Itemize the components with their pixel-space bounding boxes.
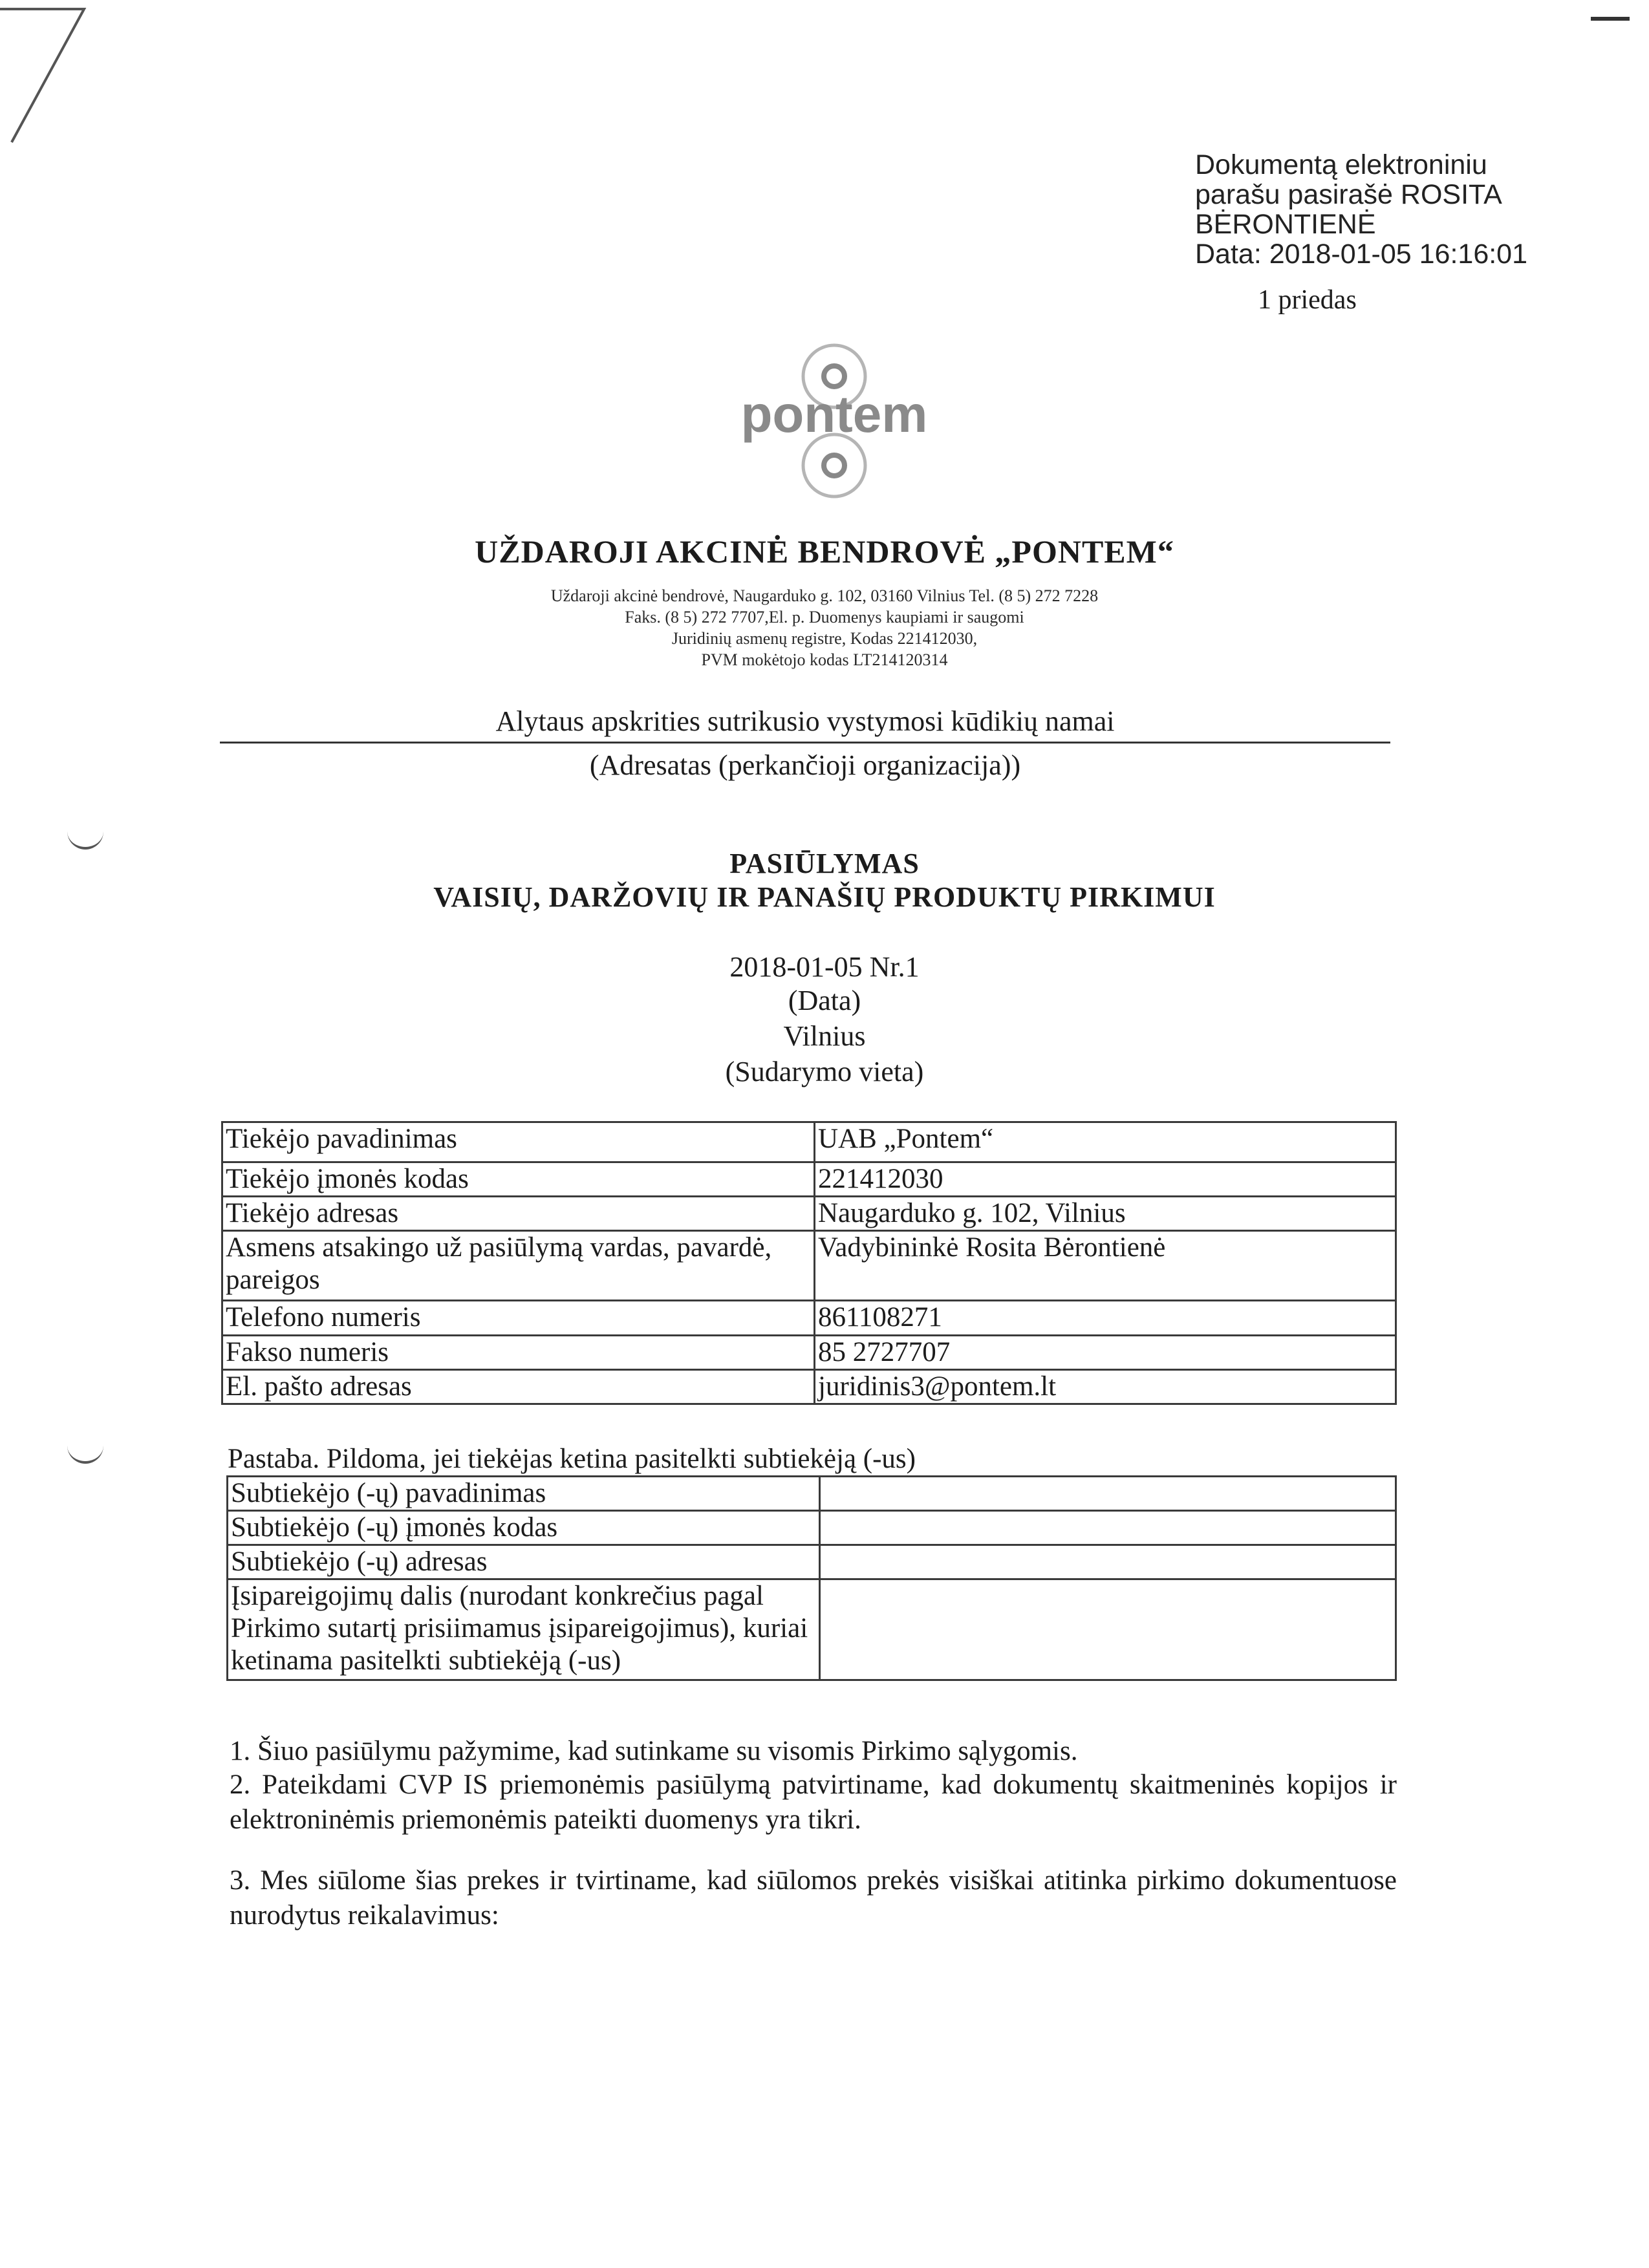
subcontractor-table (226, 1475, 1397, 1681)
table-row (222, 1301, 1396, 1336)
table-row (228, 1579, 1396, 1680)
table-row (228, 1511, 1396, 1545)
row-label: Subtiekėjo (-ų) adresas (228, 1545, 820, 1579)
row-value (820, 1545, 1396, 1579)
company-title: UŽDAROJI AKCINĖ BENDROVĖ „PONTEM“ (475, 533, 1174, 570)
statement-3: 3. Mes siūlome šias prekes ir tvirtiname, kad siūlomos prekės visiškai atitinka pirkimo dokumentuose nurodytus reikalavimus: (230, 1865, 1397, 1931)
document-date-number: 2018-01-05 Nr.1 (729, 951, 920, 983)
row-label: Tiekėjo pavadinimas (222, 1122, 815, 1162)
row-label: Asmens atsakingo už pasiūlymą vardas, pavardė, pareigos (222, 1231, 815, 1301)
company-details-line: Faks. (8 5) 272 7707,El. p. Duomenys kaupiami ir saugomi (625, 608, 1024, 626)
row-label: Subtiekėjo (-ų) pavadinimas (228, 1477, 820, 1511)
table-row (222, 1336, 1396, 1370)
row-value: Naugarduko g. 102, Vilnius (815, 1197, 1396, 1231)
row-label: Tiekėjo įmonės kodas (222, 1162, 815, 1197)
table-row (222, 1162, 1396, 1197)
row-value: 861108271 (815, 1301, 1396, 1336)
scan-edge-mark (1591, 17, 1630, 21)
statement-2: 2. Pateikdami CVP IS priemonėmis pasiūlymą patvirtiname, kad dokumentų skaitmeninės kopijos ir elektroninėmis priemonėmis pateikti duomenys yra tikri. (230, 1770, 1397, 1835)
signature-line: BĖRONTIENĖ (1195, 209, 1376, 240)
row-value: 85 2727707 (815, 1336, 1396, 1370)
document-subtitle: VAISIŲ, DARŽOVIŲ IR PANAŠIŲ PRODUKTŲ PIRKIMUI (433, 881, 1216, 913)
row-value: 221412030 (815, 1162, 1396, 1197)
date-caption: (Data) (788, 985, 861, 1016)
row-value (820, 1579, 1396, 1680)
punch-hole-mark (67, 1444, 103, 1464)
row-value: UAB „Pontem“ (815, 1122, 1396, 1162)
company-details (0, 585, 1649, 670)
signature-date: Data: 2018-01-05 16:16:01 (1195, 239, 1528, 270)
supplier-info-table (221, 1121, 1397, 1405)
table-row (228, 1545, 1396, 1579)
addressee-name: Alytaus apskrities sutrikusio vystymosi kūdikių namai (495, 705, 1115, 737)
place-caption: (Sudarymo vieta) (725, 1056, 924, 1087)
addressee-caption: (Adresatas (perkančioji organizacija)) (589, 749, 1021, 781)
document-title: PASIŪLYMAS (729, 848, 920, 879)
signature-line: Dokumentą elektroniniu (1195, 149, 1487, 180)
company-details-line: Juridinių asmenų registre, Kodas 221412030, (671, 629, 978, 648)
statement-1: 1. Šiuo pasiūlymu pažymime, kad sutinkame su visomis Pirkimo sąlygomis. (230, 1736, 1078, 1766)
pontem-logo (711, 336, 957, 504)
row-label: Subtiekėjo (-ų) įmonės kodas (228, 1511, 820, 1545)
subcontractor-note: Pastaba. Pildoma, jei tiekėjas ketina pasitelkti subtiekėją (-us) (228, 1444, 916, 1474)
addressee-underline (220, 742, 1390, 744)
scan-corner-mark (0, 0, 91, 155)
row-value: Vadybininkė Rosita Bėrontienė (815, 1231, 1396, 1301)
table-row (228, 1477, 1396, 1511)
row-label: Telefono numeris (222, 1301, 815, 1336)
annex-label: 1 priedas (1258, 285, 1357, 315)
row-label: Įsipareigojimų dalis (nurodant konkrečius pagal Pirkimo sutartį prisiimamus įsipareigojimus), kuriai ketinama pasitelkti subtiekėją (-us) (228, 1579, 820, 1680)
document-place: Vilnius (783, 1020, 866, 1052)
table-row (222, 1122, 1396, 1162)
table-row (222, 1231, 1396, 1301)
row-value (820, 1477, 1396, 1511)
logo-text: pontem (740, 385, 928, 443)
row-label: El. pašto adresas (222, 1370, 815, 1404)
electronic-signature-stamp (1195, 150, 1609, 269)
table-row (222, 1197, 1396, 1231)
company-details-line: PVM mokėtojo kodas LT214120314 (701, 650, 948, 669)
row-label: Fakso numeris (222, 1336, 815, 1370)
signature-line: parašu pasirašė ROSITA (1195, 179, 1502, 210)
row-value: juridinis3@pontem.lt (815, 1370, 1396, 1404)
row-value (820, 1511, 1396, 1545)
table-row (222, 1370, 1396, 1404)
row-label: Tiekėjo adresas (222, 1197, 815, 1231)
company-details-line: Uždaroji akcinė bendrovė, Naugarduko g. 102, 03160 Vilnius Tel. (8 5) 272 7228 (550, 586, 1099, 605)
